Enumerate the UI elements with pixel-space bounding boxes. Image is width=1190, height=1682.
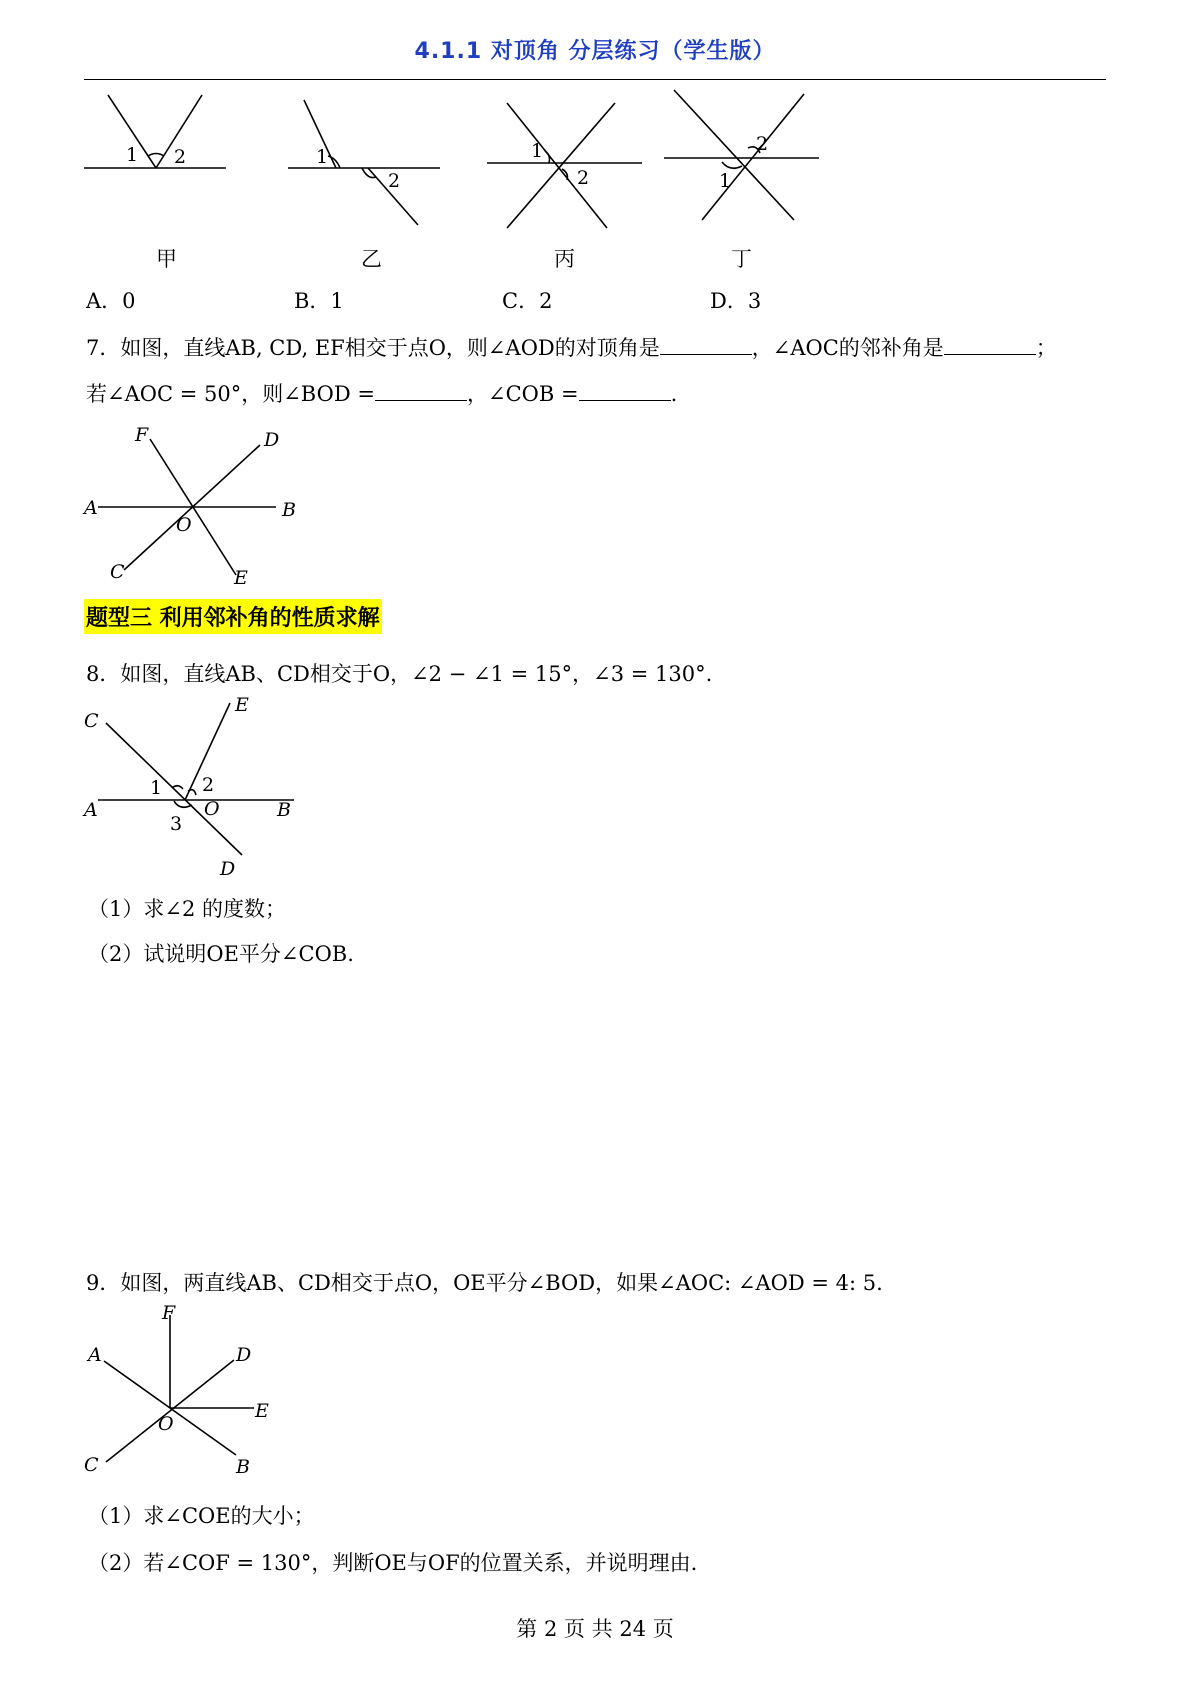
q7-text: ； <box>1035 336 1057 360</box>
label-a: A <box>84 799 98 821</box>
fig-line <box>702 94 804 220</box>
angle-3-label: 3 <box>170 813 183 835</box>
q8-figure <box>84 695 304 880</box>
angle-arc <box>722 162 742 168</box>
option-a: A．0 <box>86 289 136 313</box>
label-d: D <box>264 429 280 451</box>
q9-stem: 9．如图，两直线AB、CD相交于点O，OE平分∠BOD，如果∠AOC: ∠AOD = 4: 5. <box>86 1271 883 1295</box>
q7-blank-2[interactable] <box>944 333 1036 355</box>
label-c: C <box>84 710 99 732</box>
fig-line <box>507 103 607 228</box>
q8-part1: （1）求∠2 的度数； <box>88 897 286 921</box>
label-f: F <box>135 424 149 446</box>
angle-1-label: 1 <box>719 170 732 192</box>
q9-part2: （2）若∠COF = 130°，判断OE与OF的位置关系，并说明理由. <box>88 1551 698 1575</box>
label-b: B <box>236 1456 250 1478</box>
q6-figure-yi <box>288 100 448 230</box>
q7-blank-1[interactable] <box>660 333 752 355</box>
q6-figure-bing <box>487 103 647 233</box>
label-f: F <box>162 1302 176 1324</box>
section-title: 题型三 利用邻补角的性质求解 <box>84 599 382 634</box>
label-o: O <box>204 798 220 820</box>
q7-text: 若∠AOC = 50°，则∠BOD = <box>86 382 375 406</box>
label-c: C <box>110 561 125 583</box>
page-title: 4.1.1 对顶角 分层练习（学生版） <box>414 39 776 64</box>
option-d: D．3 <box>710 289 762 313</box>
label-c: C <box>84 1454 99 1476</box>
angle-2-label: 2 <box>577 167 590 189</box>
figure-label-jia: 甲 <box>156 247 177 271</box>
label-o: O <box>176 514 192 536</box>
angle-1-label: 1 <box>531 140 544 162</box>
option-c: C．2 <box>502 289 553 313</box>
q8-stem: 8．如图，直线AB、CD相交于O，∠2 − ∠1 = 15°，∠3 = 130°. <box>86 662 713 686</box>
q7-text: 7．如图，直线AB, CD, EF相交于点O，则∠AOD的对顶角是 <box>86 336 660 360</box>
angle-arc <box>148 154 164 157</box>
q7-figure <box>84 425 304 590</box>
q9-part1: （1）求∠COE的大小； <box>88 1504 315 1528</box>
angle-2-label: 2 <box>202 774 215 796</box>
page-number: 第 2 页 共 24 页 <box>516 1617 674 1641</box>
header-divider <box>84 79 1106 80</box>
label-o: O <box>158 1413 174 1435</box>
angle-2-label: 2 <box>388 170 401 192</box>
angle-2-label: 2 <box>756 133 769 155</box>
fig-line-cd <box>106 723 242 855</box>
q7-line1 <box>86 332 1057 362</box>
q7-text: ，∠COB = <box>466 382 579 406</box>
figure-label-ding: 丁 <box>731 247 752 271</box>
q7-blank-4[interactable] <box>579 379 671 401</box>
q7-line2 <box>86 378 677 408</box>
angle-1-label: 1 <box>316 146 329 168</box>
label-b: B <box>277 799 291 821</box>
q6-figure-jia <box>84 95 234 215</box>
q9-figure <box>84 1302 284 1490</box>
angle-1-label: 1 <box>126 144 139 166</box>
label-b: B <box>282 499 296 521</box>
q8-part2: （2）试说明OE平分∠COB. <box>88 942 354 966</box>
q7-text: ，∠AOC的邻补角是 <box>751 336 944 360</box>
q6-figure-ding <box>664 90 829 230</box>
figure-label-bing: 丙 <box>554 247 575 271</box>
fig-line <box>674 90 794 220</box>
option-b: B．1 <box>294 289 344 313</box>
label-a: A <box>88 1344 102 1366</box>
label-d: D <box>220 858 236 880</box>
figure-label-yi: 乙 <box>361 247 382 271</box>
angle-1-label: 1 <box>150 777 163 799</box>
label-e: E <box>235 694 249 716</box>
angle-2-label: 2 <box>174 146 187 168</box>
label-d: D <box>236 1344 252 1366</box>
label-a: A <box>84 497 98 519</box>
q7-blank-3[interactable] <box>375 379 467 401</box>
label-e: E <box>234 567 248 589</box>
angle-arc <box>545 151 550 163</box>
q7-text: . <box>670 382 678 406</box>
label-e: E <box>255 1400 269 1422</box>
fig-line <box>507 103 615 228</box>
